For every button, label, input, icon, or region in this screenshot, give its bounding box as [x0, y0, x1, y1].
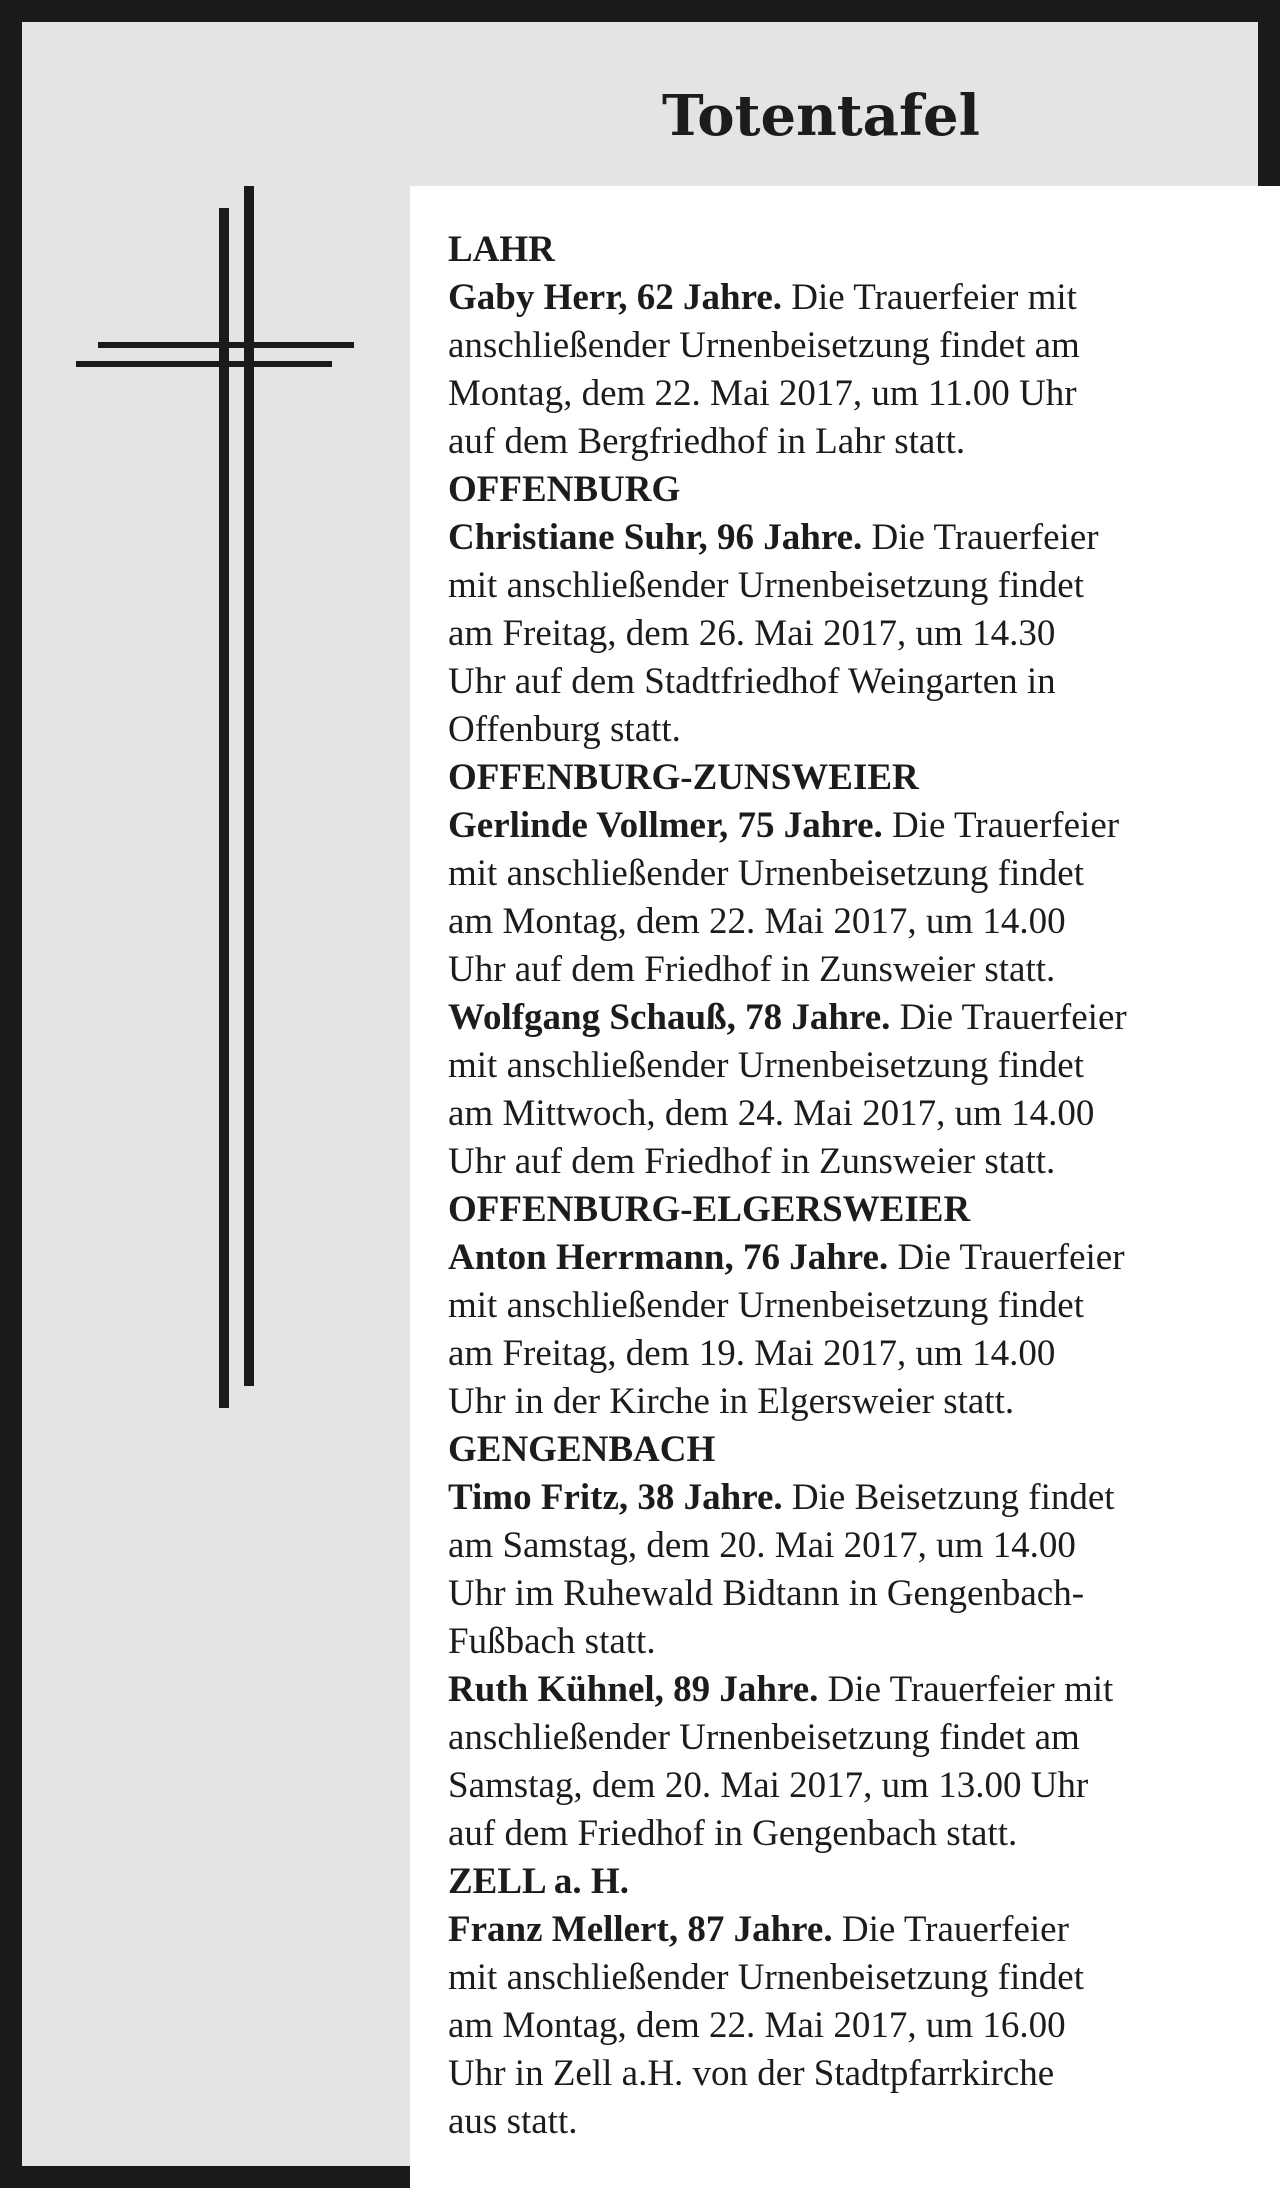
entry-text: anschließender Urnenbeisetzung findet am: [448, 1717, 1080, 1758]
entry-line: [448, 1810, 1270, 1858]
entry-text: mit anschließender Urnenbeisetzung findet: [448, 565, 1084, 606]
entry-line: [448, 274, 1270, 322]
entry-text: Die Beisetzung findet: [782, 1477, 1115, 1518]
entry-line: [448, 994, 1270, 1042]
entry-text: aus statt.: [448, 2101, 578, 2142]
cross-icon: [76, 186, 356, 1416]
entry-text: Die Trauerfeier: [890, 997, 1127, 1038]
entry-text: Die Trauerfeier mit: [818, 1669, 1114, 1710]
entry-line: [448, 2050, 1270, 2098]
entry-line: [448, 370, 1270, 418]
entry-text: auf dem Bergfriedhof in Lahr statt.: [448, 421, 966, 462]
location-heading: OFFENBURG: [448, 469, 681, 510]
entry-text: mit anschließender Urnenbeisetzung findet: [448, 1957, 1084, 1998]
obituary-entry: [448, 994, 1270, 1186]
entry-text: am Samstag, dem 20. Mai 2017, um 14.00: [448, 1525, 1076, 1566]
entry-text: am Freitag, dem 26. Mai 2017, um 14.30: [448, 613, 1056, 654]
cross-vertical-bar-left: [219, 208, 229, 1408]
entry-text: Offenburg statt.: [448, 709, 681, 750]
entry-text: am Mittwoch, dem 24. Mai 2017, um 14.00: [448, 1093, 1095, 1134]
entry-line: [448, 562, 1270, 610]
entry-line: [448, 1762, 1270, 1810]
entry-line: [448, 802, 1270, 850]
entry-line: [448, 1522, 1270, 1570]
entry-line: [448, 850, 1270, 898]
entry-line: [448, 1378, 1270, 1426]
entry-text: am Freitag, dem 19. Mai 2017, um 14.00: [448, 1333, 1056, 1374]
entry-text: mit anschließender Urnenbeisetzung findet: [448, 1285, 1084, 1326]
entry-line: [448, 1954, 1270, 2002]
entry-line: [448, 514, 1270, 562]
cross-horizontal-bar-upper: [98, 342, 354, 348]
obituary-entry: [448, 1234, 1270, 1426]
entry-line: [448, 1474, 1270, 1522]
entry-line: [448, 2002, 1270, 2050]
entry-text: Samstag, dem 20. Mai 2017, um 13.00 Uhr: [448, 1765, 1089, 1806]
entry-line: [448, 1282, 1270, 1330]
obituary-entry: [448, 1666, 1270, 1858]
entry-line: [448, 610, 1270, 658]
entry-line: [448, 706, 1270, 754]
entry-line: [448, 1906, 1270, 1954]
deceased-name: Ruth Kühnel, 89 Jahre.: [448, 1669, 819, 1710]
obituary-entry: [448, 1474, 1270, 1666]
entry-line: [448, 1666, 1270, 1714]
location-heading: OFFENBURG-ZUNSWEIER: [448, 757, 919, 798]
page-title: Totentafel: [662, 83, 980, 149]
deceased-name: Gerlinde Vollmer, 75 Jahre.: [448, 805, 883, 846]
location-heading: LAHR: [448, 229, 555, 270]
entry-line: [448, 1234, 1270, 1282]
location-heading: ZELL a. H.: [448, 1861, 629, 1902]
entry-text: am Montag, dem 22. Mai 2017, um 16.00: [448, 2005, 1066, 2046]
cross-horizontal-bar-lower: [76, 361, 332, 367]
entry-text: Die Trauerfeier: [882, 805, 1120, 846]
entry-line: [448, 1618, 1270, 1666]
entry-line: [448, 2098, 1270, 2146]
entry-text: Uhr auf dem Friedhof in Zunsweier statt.: [448, 949, 1056, 990]
obituary-entry: [448, 802, 1270, 994]
obituary-entry: [448, 514, 1270, 754]
entry-text: am Montag, dem 22. Mai 2017, um 14.00: [448, 901, 1066, 942]
entry-text: Uhr auf dem Friedhof in Zunsweier statt.: [448, 1141, 1056, 1182]
entry-text: Die Trauerfeier: [862, 517, 1099, 558]
deceased-name: Franz Mellert, 87 Jahre.: [448, 1909, 833, 1950]
entry-text: auf dem Friedhof in Gengenbach statt.: [448, 1813, 1018, 1854]
entry-line: [448, 898, 1270, 946]
entry-text: Die Trauerfeier: [832, 1909, 1069, 1950]
entry-text: anschließender Urnenbeisetzung findet am: [448, 325, 1080, 366]
deceased-name: Timo Fritz, 38 Jahre.: [448, 1477, 783, 1518]
deceased-name: Gaby Herr, 62 Jahre.: [448, 277, 783, 318]
obituary-list: [410, 186, 1280, 2188]
entry-text: Uhr im Ruhewald Bidtann in Gengenbach-: [448, 1573, 1085, 1614]
entry-text: Uhr auf dem Stadtfriedhof Weingarten in: [448, 661, 1056, 702]
entry-text: mit anschließender Urnenbeisetzung findet: [448, 1045, 1084, 1086]
entry-line: [448, 1714, 1270, 1762]
entry-line: [448, 322, 1270, 370]
entry-text: Die Trauerfeier mit: [782, 277, 1077, 318]
deceased-name: Anton Herrmann, 76 Jahre.: [448, 1237, 889, 1278]
location-heading: OFFENBURG-ELGERSWEIER: [448, 1189, 971, 1230]
location-heading: GENGENBACH: [448, 1429, 716, 1470]
entry-line: [448, 1042, 1270, 1090]
entry-line: [448, 1330, 1270, 1378]
entry-line: [448, 1570, 1270, 1618]
obituary-entry: [448, 1906, 1270, 2146]
deceased-name: Christiane Suhr, 96 Jahre.: [448, 517, 863, 558]
deceased-name: Wolfgang Schauß, 78 Jahre.: [448, 997, 891, 1038]
entry-line: [448, 658, 1270, 706]
entry-line: [448, 418, 1270, 466]
entry-text: Montag, dem 22. Mai 2017, um 11.00 Uhr: [448, 373, 1077, 414]
entry-line: [448, 946, 1270, 994]
entry-line: [448, 1138, 1270, 1186]
entry-text: Fußbach statt.: [448, 1621, 656, 1662]
entry-text: Uhr in Zell a.H. von der Stadtpfarrkirche: [448, 2053, 1055, 2094]
entry-text: mit anschließender Urnenbeisetzung findet: [448, 853, 1084, 894]
entry-text: Uhr in der Kirche in Elgersweier statt.: [448, 1381, 1015, 1422]
entry-text: Die Trauerfeier: [888, 1237, 1125, 1278]
entry-line: [448, 1090, 1270, 1138]
obituary-entry: [448, 274, 1270, 466]
